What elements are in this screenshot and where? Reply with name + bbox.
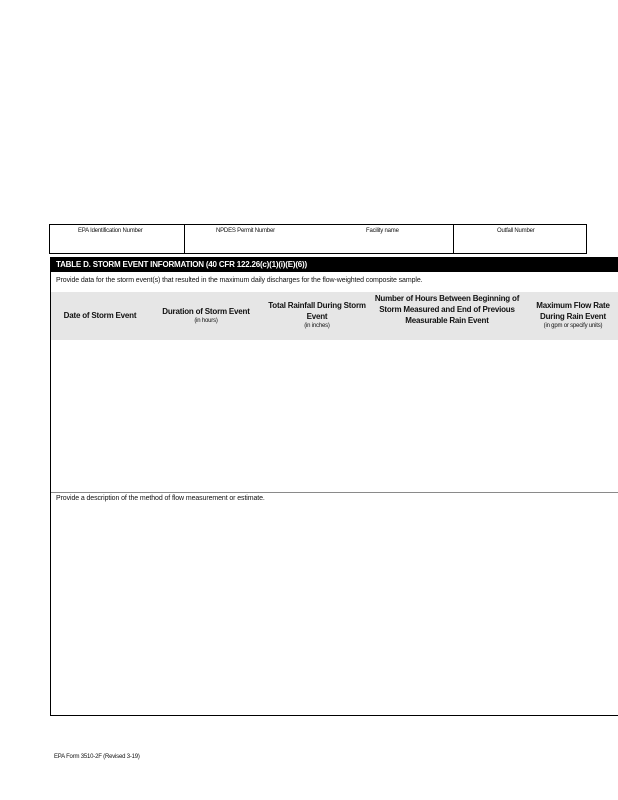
column-header-date: Date of Storm Event <box>63 311 137 320</box>
outfall-number-field[interactable] <box>453 225 588 253</box>
column-header-max-flow-rate: Maximum Flow Rate During Rain Event (in gpm or specify units) <box>536 301 610 329</box>
storm-event-data-entry[interactable] <box>51 341 618 491</box>
column-header-hours-between: Number of Hours Between Beginning of Storm Measured and End of Previous Measurable Rain Event <box>374 294 520 325</box>
form-footer: EPA Form 3510-2F (Revised 3-19) <box>54 754 140 760</box>
identification-row <box>49 224 587 254</box>
outfall-number-label: Outfall Number <box>497 228 535 234</box>
epa-id-label: EPA Identification Number <box>78 228 143 234</box>
epa-id-number-field[interactable] <box>50 225 185 253</box>
section-divider <box>51 492 618 493</box>
flow-measurement-description-field[interactable] <box>51 506 618 714</box>
facility-name-label: Facility name <box>366 228 399 234</box>
npdes-permit-label: NPDES Permit Number <box>216 228 275 234</box>
flow-measurement-prompt: Provide a description of the method of flow measurement or estimate. <box>56 495 265 502</box>
table-bottom-border <box>50 715 618 716</box>
npdes-permit-and-facility-field[interactable] <box>184 225 454 253</box>
table-title: TABLE D. STORM EVENT INFORMATION (40 CFR 122.26(c)(1)(i)(E)(6)) <box>51 257 618 272</box>
column-header-duration: Duration of Storm Event (in hours) <box>162 307 250 324</box>
column-header-total-rainfall: Total Rainfall During Storm Event (in inches) <box>268 301 366 329</box>
column-header-band <box>51 292 618 340</box>
table-instruction: Provide data for the storm event(s) that resulted in the maximum daily discharges for the flow-weighted composite sample. <box>56 277 423 284</box>
